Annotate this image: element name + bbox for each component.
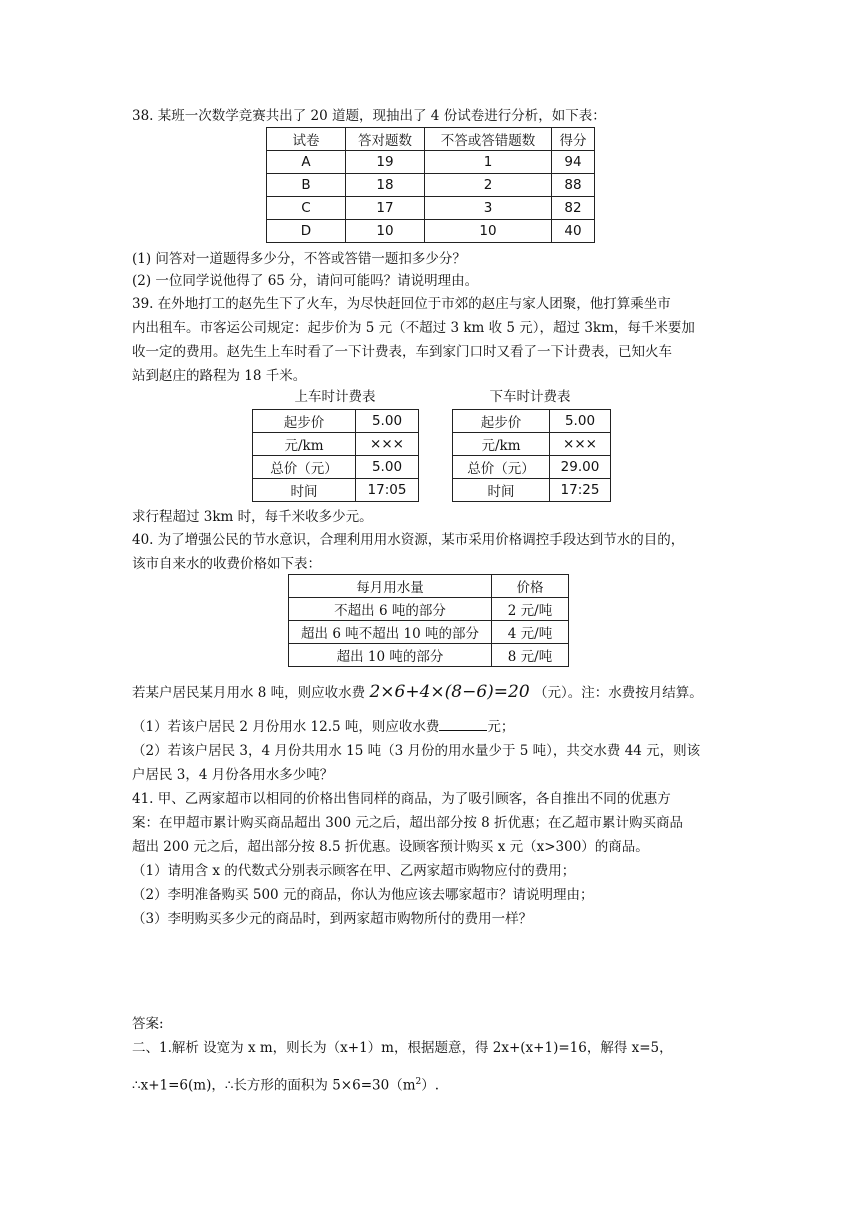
table-cell: 不超出 6 吨的部分: [289, 598, 492, 621]
table-cell: 17: [346, 197, 425, 220]
table-row: [453, 456, 611, 479]
table-row: [267, 174, 595, 197]
answer-line2: [132, 1072, 732, 1096]
table-cell: 17:05: [356, 479, 419, 502]
table-cell: 2 元/吨: [492, 598, 569, 621]
q39-ask: 求行程超过 3km 时，每千米收多少元。: [132, 509, 373, 525]
table-row: [267, 197, 595, 220]
table-cell: A: [267, 151, 346, 174]
table-row: [453, 433, 611, 456]
table-cell: 2: [425, 174, 552, 197]
q39-line4: 站到赵庄的路程为 18 千米。: [132, 368, 307, 384]
table-cell: 29.00: [550, 456, 611, 479]
q41-sub1: （1）请用含 x 的代数式分别表示顾客在甲、乙两家超市购物应付的费用；: [132, 863, 576, 879]
table-cell: 时间: [253, 479, 356, 502]
q38-header-cell: 答对题数: [346, 128, 425, 151]
q38-sub2: (2) 一位同学说他得了 65 分，请问可能吗？请说明理由。: [132, 273, 479, 289]
q38-score-table: [266, 127, 595, 243]
answer-line2-prefix: ∴x+1=6(m)，∴长方形的面积为 5×6=30（m: [132, 1077, 416, 1094]
answer-heading: 答案:: [132, 1016, 164, 1032]
table-row: [289, 621, 569, 644]
q38-sub1: (1) 问答对一道题得多少分，不答或答错一题扣多少分？: [132, 251, 466, 267]
q38-header-cell: 试卷: [267, 128, 346, 151]
q38-header-cell: 得分: [552, 128, 595, 151]
q39-right-caption: 下车时计费表: [489, 389, 571, 405]
table-row: [253, 433, 419, 456]
q41-line3: 超出 200 元之后，超出部分按 8.5 折优惠。设顾客预计购买 x 元（x>300）的商品。: [132, 839, 649, 855]
table-cell: 总价（元）: [253, 456, 356, 479]
table-row: [289, 598, 569, 621]
table-cell: 1: [425, 151, 552, 174]
table-cell: 超出 6 吨不超出 10 吨的部分: [289, 621, 492, 644]
table-cell: 18: [346, 174, 425, 197]
table-cell: 5.00: [550, 410, 611, 433]
answer-blank: [439, 716, 487, 731]
q41-line2: 案：在甲超市累计购买商品超出 300 元之后，超出部分按 8 折优惠；在乙超市累计购买商品: [132, 815, 684, 831]
table-row: [453, 479, 611, 502]
table-cell: 10: [346, 220, 425, 243]
answer-line1: 二、1.解析 设宽为 x m，则长为（x+1）m，根据题意，得 2x+(x+1)=16，解得 x=5，: [132, 1040, 673, 1056]
table-cell: 17:25: [550, 479, 611, 502]
table-row: [253, 456, 419, 479]
answer-line2-suffix: ）.: [421, 1077, 440, 1094]
q39-line2: 内出租车。市客运公司规定：起步价为 5 元（不超过 3 km 收 5 元），超过 3km，每千米要加: [132, 320, 695, 336]
table-cell: 总价（元）: [453, 456, 550, 479]
q38-header-cell: 不答或答错题数: [425, 128, 552, 151]
table-row: [289, 575, 569, 598]
table-cell: 88: [552, 174, 595, 197]
table-cell: 起步价: [253, 410, 356, 433]
table-cell: 4 元/吨: [492, 621, 569, 644]
q41-sub2: （2）李明准备购买 500 元的商品，你认为他应该去哪家超市？请说明理由；: [132, 887, 594, 903]
table-cell: ×××: [356, 433, 419, 456]
q40-line1: 40. 为了增强公民的节水意识，合理利用用水资源，某市采用价格调控手段达到节水的目的，: [132, 532, 685, 548]
q40-sub2-line1: （2）若该户居民 3，4 月份共用水 15 吨（3 月份的用水量少于 5 吨），共交水费 44 元，则该: [132, 743, 701, 759]
q40-example-suffix: （元）。注：水费按月结算。: [533, 685, 703, 701]
table-row: [453, 410, 611, 433]
table-cell: 超出 10 吨的部分: [289, 644, 492, 667]
table-row: [253, 479, 419, 502]
table-cell: 每月用水量: [289, 575, 492, 598]
table-cell: C: [267, 197, 346, 220]
q40-sub1-suffix: 元；: [487, 719, 515, 735]
table-cell: D: [267, 220, 346, 243]
q39-line1: 39. 在外地打工的赵先生下了火车，为尽快赶回位于市郊的赵庄与家人团聚，他打算乘坐市: [132, 296, 671, 312]
table-cell: 元/km: [453, 433, 550, 456]
q40-example-formula: 2×6+4×(8−6)=20: [369, 682, 530, 702]
table-cell: 时间: [453, 479, 550, 502]
q39-alighting-meter-table: [452, 409, 611, 502]
q40-sub1: [132, 716, 732, 737]
table-row: [267, 151, 595, 174]
table-cell: 94: [552, 151, 595, 174]
q40-sub2-line2: 户居民 3，4 月份各用水多少吨？: [132, 767, 334, 783]
table-cell: 起步价: [453, 410, 550, 433]
q40-example-prefix: 若某户居民某月用水 8 吨，则应收水费: [132, 685, 366, 701]
table-cell: 元/km: [253, 433, 356, 456]
table-cell: 8 元/吨: [492, 644, 569, 667]
q38-stem: 38. 某班一次数学竞赛共出了 20 道题，现抽出了 4 份试卷进行分析，如下表：: [132, 108, 606, 124]
table-row: [267, 220, 595, 243]
table-cell: 5.00: [356, 456, 419, 479]
q41-line1: 41. 甲、乙两家超市以相同的价格出售同样的商品，为了吸引顾客，各自推出不同的优惠方: [132, 791, 671, 807]
q39-left-caption: 上车时计费表: [294, 389, 376, 405]
table-cell: ×××: [550, 433, 611, 456]
table-row: [253, 410, 419, 433]
table-cell: 40: [552, 220, 595, 243]
q40-example: [132, 682, 732, 703]
table-cell: 价格: [492, 575, 569, 598]
q40-sub1-prefix: （1）若该户居民 2 月份用水 12.5 吨，则应收水费: [132, 719, 440, 735]
table-cell: 10: [425, 220, 552, 243]
table-cell: B: [267, 174, 346, 197]
answer-superscript: 2: [415, 1077, 422, 1087]
table-cell: 3: [425, 197, 552, 220]
table-row: [289, 644, 569, 667]
table-cell: 5.00: [356, 410, 419, 433]
q39-line3: 收一定的费用。赵先生上车时看了一下计费表，车到家门口时又看了一下计费表，已知火车: [132, 344, 672, 360]
q40-water-price-table: [288, 574, 569, 667]
q41-sub3: （3）李明购买多少元的商品时，到两家超市购物所付的费用一样？: [132, 911, 533, 927]
q40-line2: 该市自来水的收费价格如下表：: [132, 556, 321, 572]
table-cell: 19: [346, 151, 425, 174]
table-cell: 82: [552, 197, 595, 220]
q39-boarding-meter-table: [252, 409, 419, 502]
